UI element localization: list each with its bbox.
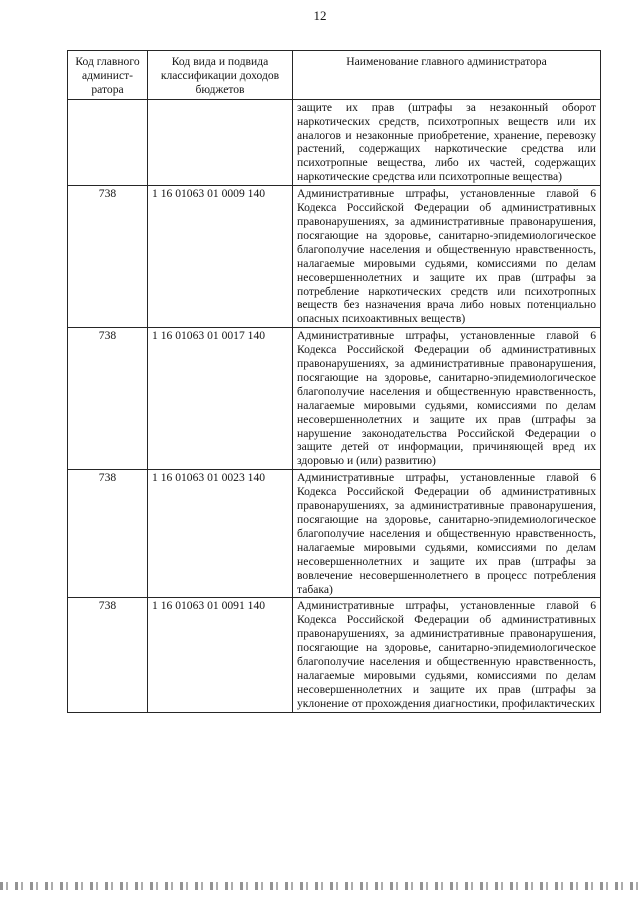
page-number: 12 (313, 8, 327, 23)
revenue-code-cell: 1 16 01063 01 0017 140 (148, 328, 293, 470)
admin-code-cell: 738 (68, 328, 148, 470)
admin-code-cell (68, 99, 148, 185)
table-row (68, 186, 601, 328)
admin-name-cell: Административные штрафы, установленные главой 6 Кодекса Российской Федерации об административных правонарушениях, за административные правонарушения, посягающие на здоровье, санитарно-эпидемиологическое благополучие населения и общественную нравственность, налагаемые мировыми судьями, комиссиями по делам несовершеннолетних и защите их прав (штрафы за уклонение от прохождения диагностики, профилактических (293, 598, 601, 712)
admin-name-cell: Административные штрафы, установленные главой 6 Кодекса Российской Федерации об административных правонарушениях, за административные правонарушения, посягающие на здоровье, санитарно-эпидемиологическое благополучие населения и общественную нравственность, налагаемые мировыми судьями, комиссиями по делам несовершеннолетних и защите их прав (штрафы за потребление наркотических средств или психотропных веществ без назначения врача либо новых потенциально опасных психоактивных веществ) (293, 186, 601, 328)
admin-code-cell: 738 (68, 186, 148, 328)
admin-code-cell: 738 (68, 470, 148, 598)
table-header-row (68, 51, 601, 100)
revenue-code-cell (148, 99, 293, 185)
revenue-code-cell: 1 16 01063 01 0091 140 (148, 598, 293, 712)
table-row (68, 470, 601, 598)
admin-name-cell: Административные штрафы, установленные главой 6 Кодекса Российской Федерации об административных правонарушениях, за административные правонарушения, посягающие на здоровье, санитарно-эпидемиологическое благополучие населения и общественную нравственность, налагаемые мировыми судьями, комиссиями по делам несовершеннолетних и защите их прав (штрафы за нарушение законодательства Российской Федерации о защите детей от информации, причиняющей вред их здоровью и (или) развитию) (293, 328, 601, 470)
table-row (68, 598, 601, 712)
scan-edge-artifact (0, 882, 640, 890)
table-row (68, 99, 601, 185)
admin-code-cell: 738 (68, 598, 148, 712)
revenue-code-cell: 1 16 01063 01 0023 140 (148, 470, 293, 598)
revenue-administrators-table (67, 50, 601, 713)
header-admin-code: Код главного админист-ратора (68, 51, 148, 100)
table-row (68, 328, 601, 470)
header-revenue-code: Код вида и подвида классификации доходов бюджетов (148, 51, 293, 100)
revenue-code-cell: 1 16 01063 01 0009 140 (148, 186, 293, 328)
header-admin-name: Наименование главного администратора (293, 51, 601, 100)
admin-name-cell: защите их прав (штрафы за незаконный оборот наркотических средств, психотропных веществ или их аналогов и незаконные приобретение, хранение, перевозку растений, содержащих наркотические средства или психотропные вещества, либо их частей, содержащих наркотические средства или психотропные вещества) (293, 99, 601, 185)
admin-name-cell: Административные штрафы, установленные главой 6 Кодекса Российской Федерации об административных правонарушениях, за административные правонарушения, посягающие на здоровье, санитарно-эпидемиологическое благополучие населения и общественную нравственность, налагаемые мировыми судьями, комиссиями по делам несовершеннолетних и защите их прав (штрафы за вовлечение несовершеннолетнего в процесс потребления табака) (293, 470, 601, 598)
